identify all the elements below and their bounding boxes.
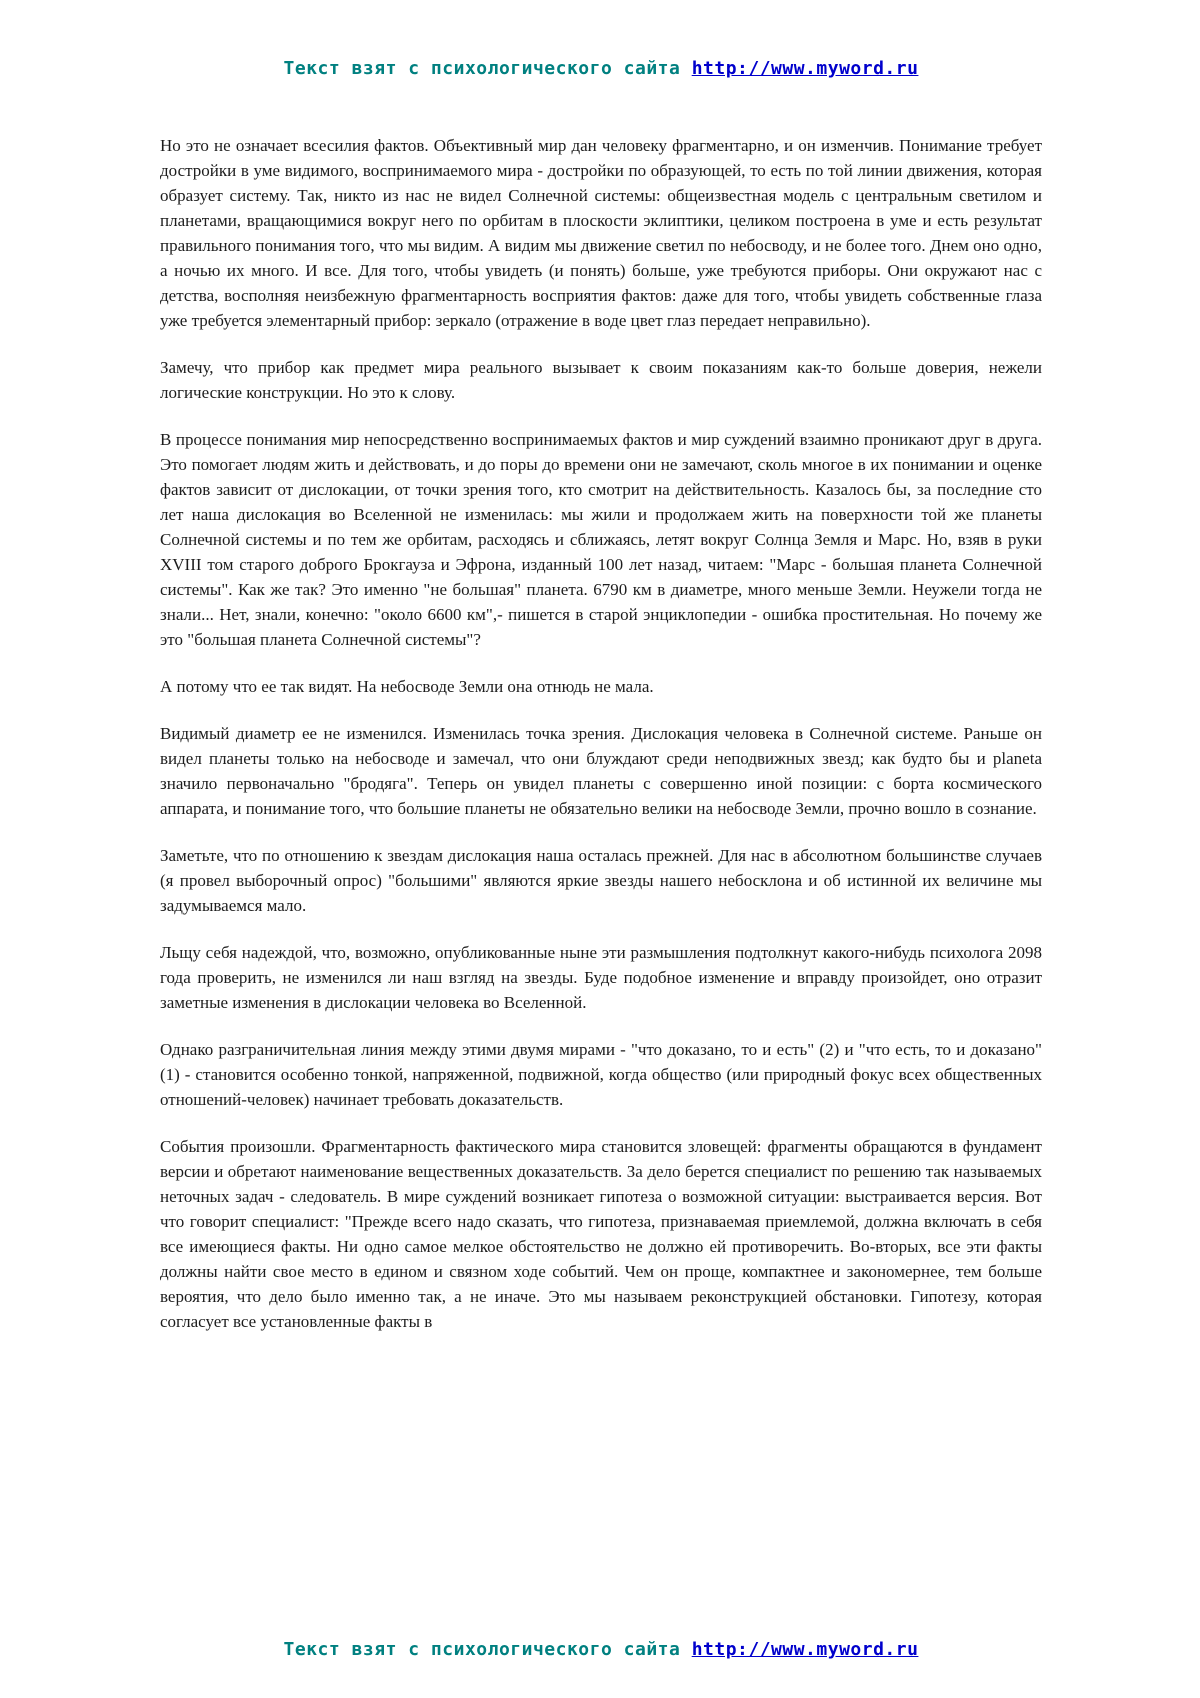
page-header <box>160 58 1042 79</box>
document-body <box>160 133 1042 1334</box>
paragraph: Заметьте, что по отношению к звездам дислокация наша осталась прежней. Для нас в абсолютном большинстве случаев (я провел выборочный опрос) "большими" являются яркие звезды нашего небосклона и об истинной их величине мы задумываемся мало. <box>160 846 1042 915</box>
paragraph: А потому что ее так видят. На небосводе Земли она отнюдь не мала. <box>160 677 654 696</box>
paragraph: Замечу, что прибор как предмет мира реального вызывает к своим показаниям как-то больше доверия, нежели логические конструкции. Но это к слову. <box>160 358 1042 402</box>
paragraph: Льщу себя надеждой, что, возможно, опубликованные ныне эти размышления подтолкнут какого-нибудь психолога 2098 года проверить, не изменился ли наш взгляд на звезды. Буде подобное изменение и вправду произойдет, оно отразит заметные изменения в дислокации человека во Вселенной. <box>160 943 1042 1012</box>
header-site-link[interactable]: http://www.myword.ru <box>691 58 919 79</box>
paragraph: Видимый диаметр ее не изменился. Изменилась точка зрения. Дислокация человека в Солнечной системе. Раньше он видел планеты только на небосводе и замечал, что они блуждают среди неподвижных звезд; как будто бы и planeta значило первоначально "бродяга". Теперь он увидел планеты с совершенно иной позиции: с борта космического аппарата, и понимание того, что большие планеты не обязательно велики на небосводе Земли, прочно вошло в сознание. <box>160 724 1042 818</box>
footer-site-link[interactable]: http://www.myword.ru <box>691 1639 919 1660</box>
footer-source-text: Текст взят с психологического сайта <box>283 1639 681 1660</box>
page-footer <box>160 1639 1042 1660</box>
paragraph: Однако разграничительная линия между этими двумя мирами - "что доказано, то и есть" (2) и "что есть, то и доказано" (1) - становится особенно тонкой, напряженной, подвижной, когда общество (или природный фокус всех общественных отношений-человек) начинает требовать доказательств. <box>160 1040 1042 1109</box>
paragraph: Но это не означает всесилия фактов. Объективный мир дан человеку фрагментарно, и он изменчив. Понимание требует достройки в уме видимого, воспринимаемого мира - достройки по образующей, то есть по той линии движения, которая образует систему. Так, никто из нас не видел Солнечной системы: общеизвестная модель с центральным светилом и планетами, вращающимися вокруг него по орбитам в плоскости эклиптики, целиком построена в уме и есть результат правильного понимания того, что мы видим. А видим мы движение светил по небосводу, и не более того. Днем оно одно, а ночью их много. И все. Для того, чтобы увидеть (и понять) больше, уже требуются приборы. Они окружают нас с детства, восполняя неизбежную фрагментарность восприятия фактов: даже для того, чтобы увидеть собственные глаза уже требуется элементарный прибор: зеркало (отражение в воде цвет глаз передает неправильно). <box>160 136 1042 330</box>
header-source-text: Текст взят с психологического сайта <box>283 58 681 79</box>
paragraph: В процессе понимания мир непосредственно воспринимаемых фактов и мир суждений взаимно проникают друг в друга. Это помогает людям жить и действовать, и до поры до времени они не замечают, сколь многое в их понимании и оценке фактов зависит от дислокации, от точки зрения того, кто смотрит на действительность. Казалось бы, за последние сто лет наша дислокация во Вселенной не изменилась: мы жили и продолжаем жить на поверхности той же планеты Солнечной системы и по тем же орбитам, расходясь и сближаясь, летят вокруг Солнца Земля и Марс. Но, взяв в руки XVIII том старого доброго Брокгауза и Эфрона, изданный 100 лет назад, читаем: "Марс - большая планета Солнечной системы". Как же так? Это именно "не большая" планета. 6790 км в диаметре, много меньше Земли. Неужели тогда не знали... Нет, знали, конечно: "около 6600 км",- пишется в старой энциклопедии - ошибка простительная. Но почему же это "большая планета Солнечной системы"? <box>160 430 1042 649</box>
paragraph: События произошли. Фрагментарность фактического мира становится зловещей: фрагменты обращаются в фундамент версии и обретают наименование вещественных доказательств. За дело берется специалист по решению так называемых неточных задач - следователь. В мире суждений возникает гипотеза о возможной ситуации: выстраивается версия. Вот что говорит специалист: "Прежде всего надо сказать, что гипотеза, признаваемая приемлемой, должна включать в себя все имеющиеся факты. Ни одно самое мелкое обстоятельство не должно ей противоречить. Во-вторых, все эти факты должны найти свое место в едином и связном ходе событий. Чем он проще, компактнее и закономернее, тем больше вероятия, что дело было именно так, а не иначе. Это мы называем реконструкцией обстановки. Гипотезу, которая согласует все установленные факты в <box>160 1137 1042 1331</box>
